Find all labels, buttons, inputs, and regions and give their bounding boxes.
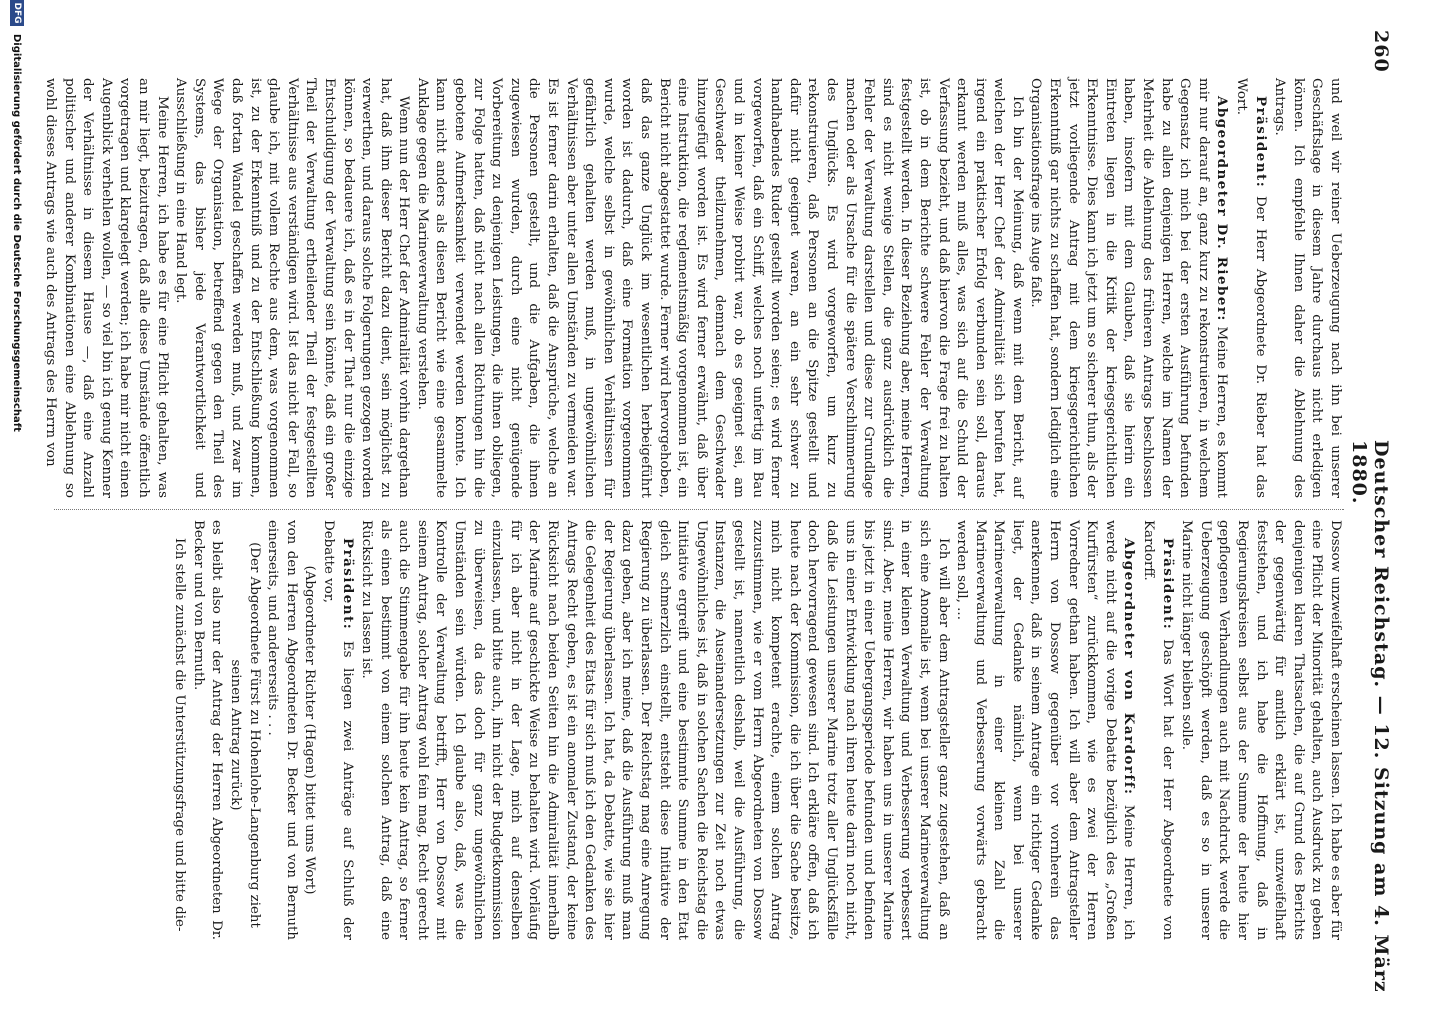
left-column bbox=[43, 78, 1344, 498]
paragraph: Meine Herren, ich habe es für eine Pflicht gehalten, was an mir liegt, beizutragen, daß alle diese Umstände öffentlich vorgetragen und klargelegt werden; ich habe mir nicht einen Augenblick verhehlen wollen, — so viel bin ich genug Kenner der Verhältnisse in diesem Hause —, daß eine Anzahl politischer und anderer Kombinationen eine Ablehnung so wohl dieses Antrags wie auch des Antrags des Herrn von bbox=[43, 78, 170, 498]
speaker-name: Präsident: bbox=[1159, 538, 1176, 631]
paragraph: Wenn nun der Herr Chef der Admiralität vorhin dargethan hat, daß ihm dieser Bericht dazu dient, sein möglichst zu verwerthen, und daraus solche Folgerungen gezogen worden können, so bedauere ich, daß es in der That nur die einzige Entschuldigung der Verwaltung sein könnte, daß ein großer Theil der Verwaltung ertheilender Theil der festgestellten Verhältnisse aus verständigen wird. Ist das nicht der Fall, so glaube ich, mit vollem Rechte aus dem, was vorgenommen ist, zu der Erkenntniß und zu der Entschließung kommen, daß fortan Wandel geschaffen werden muß, und zwar im Wege der Organisation, betreffend gegen den Theil des Systems, das bisher jede Verantwortlichkeit und Ausschließung in eine Hand legt. bbox=[173, 78, 412, 498]
running-head-title: Deutscher Reichstag. — 12. Sitzung am 4. März 1880. bbox=[1348, 440, 1392, 993]
running-header bbox=[1348, 30, 1400, 1030]
speaker-name: Präsident: bbox=[339, 538, 356, 631]
page-number: 260 bbox=[1370, 30, 1392, 73]
paragraph: es bleibt also nur der Antrag der Herren Abgeordneten Dr. Becker und von Bernuth. bbox=[190, 520, 225, 940]
speaker-name: Präsident: bbox=[1252, 96, 1269, 189]
stage-direction: (Abgeordneter Richter (Hagen) bittet ums Wort) bbox=[302, 565, 318, 895]
speech-text: Der Herr Abgeordnete Dr. Rieber hat das Wort. bbox=[1234, 78, 1268, 498]
paragraph: und weil wir reiner Ueberzeugung nach ihn bei unserer Geschäftslage in diesem Jahre durchaus nicht erledigen können. Ich empfehle Ihnen daher die Ablehnung des Antrags. bbox=[1272, 78, 1343, 498]
right-column bbox=[64, 520, 1344, 940]
paragraph: Dossow unzweifelhaft erscheinen lassen. Ich habe es aber für eine Pflicht der Minorität gehalten, auch Ausdruck zu geben denjenigen klaren Thatsachen, die auf Grund des Berichts der gegenwärtig für amtlich erklärt ist, unzweifelhaft feststehen, und ich habe die Hoffnung, daß in Regierungskreisen selbst aus der Summe der heute hier gepflogenen Verhandlungen auch mit Nachdruck werde die Ueberzeugung geschöpft werden, daß es so in unserer Marine nicht länger bleiben solle. bbox=[1179, 520, 1343, 940]
speech-text: Es liegen zwei Anträge auf Schluß der Debatte vor, bbox=[320, 520, 355, 940]
credit-text: Digitalisierung gefördert durch die Deutsche Forschungsgemeinschaft bbox=[11, 34, 22, 432]
stage-direction: (Der Abgeordnete Fürst zu Hohenlohe-Langenburg zieht seinen Antrag zurück) bbox=[227, 542, 262, 928]
speech-text: Meine Herren, es kommt mir nur darauf an, ganz kurz zu rekonstruieren, in welchem Gegensatz ich mich bei der ersten Ausführung befunden habe zu allen denjenigen Herren, welche im Namen der Mehrheit die Ablehnung des früheren Antrags beschlossen haben, insofern mit dem Glauben, daß sie hierin ein Eintreten liegen in die Kritik der kriegsgerichtlichen Erkenntnisse. Dies kann ich jetzt um so sicherer thun, als der jetzt vorliegende Antrag mit dem kriegsgerichtlichen Erkenntniß gar nichts zu schaffen hat, sondern lediglich eine Organisationsfrage ins Auge faßt. bbox=[1028, 78, 1230, 498]
paragraph bbox=[318, 520, 356, 940]
column-divider bbox=[54, 509, 1344, 510]
paragraph: Ich stelle zunächst die Unterstützungsfrage und bitte die- bbox=[172, 538, 188, 932]
paragraph: Ich bin der Meinung, daß wenn mit dem Bericht, auf welchen der Herr Chef der Admiralität sich berufen hat, irgend ein praktischer Erfolg verbunden sein soll, daraus erkannt werden muß alles, was sich auf die Schuld der Verfassung bezieht, und daß hiervon die Frage frei zu halten ist, ob in dem Berichte schwere Fehler der Verwaltung festgestellt werden. In dieser Beziehung aber, meine Herren, sind es nicht wenige Stellen, die ganz ausdrücklich die Fehler der Verwaltung darstellen und diese zur Grundlage machen oder als Ursache für die spätere Verschlimmerung des Unglücks. Es wird vorgeworfen, um kurz zu rekonstruieren, daß Personen an die Spitze gestellt und dafür nicht geeignet waren, an ein sehr schwer zu handhabendes Ruder gestellt worden seien; es wird ferner vorgeworfen, daß ein Schiff, welches noch unfertig im Bau und in keiner Weise probirt war, ob es geeignet sei, am Geschwader theilzunehmen, demnach dem Geschwader hinzugefügt worden ist. Es wird ferner erwähnt, daß über eine Instruktion, die reglementsmäßig vorgenommen ist, ein Bericht nicht abgestattet wurde. Ferner wird hervorgehoben, daß das ganze Unglück im wesentlichen herbeigeführt worden ist dadurch, daß eine Formation vorgenommen wurde, welche selbst in gewöhnlichen Verhältnissen für gefährlich gehalten werden muß, in ungewöhnlichen Verhältnissen aber unter allen Umständen zu vermeiden war. Es ist ferner darin erhalten, daß die Ansprüche, welche an die Personen gestellt, und die Aufgaben, die ihnen zugewiesen wurden, durch eine nicht genügende Vorbereitung zu denjenigen Leistungen, die ihnen obliegen, zur Folge hatten, daß nicht nach allen Richtungen hin die gebotene Aufmerksamkeit verwendet werden konnte. Ich kann nicht anders als diesen Bericht wie eine gesammelte Anklage gegen die Marineverwaltung verstehen. bbox=[414, 78, 1025, 498]
paragraph: Ich will aber dem Antragsteller ganz zugestehen, daß an sich eine Anomalie ist, wenn bei unserer Marineverwaltung in einer kleinen Verwaltung und Verbesserung verbessert sind. Aber, meine Herren, wir haben uns in unserer Marine bis jetzt in einer Uebergangsperiode befunden und befinden uns in einer Entwicklung nach ihren heute darin noch nicht, daß die Leistungen unserer Marine trotz aller Unglücksfälle doch hervorragend gewesen sind. Ich erkläre offen, daß ich heute nach der Kommission, die ich über die Sache besitze, mich nicht kompetent erachte, einem solchen Antrag zuzustimmen, wie er vom Herrn Abgeordneten von Dossow gestellt ist, namentlich deshalb, weil die Ausführung, die Instanzen, die Auseinandersetzungen zur Zeit noch etwas Ungewöhnliches ist, daß in solchen Sachen die Reichstag die Initiative ergreift und eine bestimmte Summe in den Etat gleich schmerzlich einstellt, entsteht diese Initiative der Regierung zu überlassen. Der Reichstag mag eine Anregung dazu geben, aber ich meine, daß die Ausführung muß man der Regierung überlassen. Ich hat, da Debatte, wie sie hier die Gelegenheit des Etats für sich muß ich den Gedanken des Antrags Recht geben, es ist ein anomaler Zustand, der keine Rücksicht nach beiden Seiten hin die Admiralität innerhalb der Marine auf geschickte Weise zu behalten wird. Vorläufig für ich aber nicht in der Lage, mich auf denselben einzulassen, und bitte auch, ihn nicht der Budgetkommission zu überweisen, da das doch für ganz ungewöhnlichen Umständen sein würden. Ich glaube also, daß, was die Kontrolle der Verwaltung betrifft, Herr von Dossow mit seinem Antrag, solcher Antrag wohl fein mag, Recht gerecht auch die Stimmengabe für ihn heute kein Antrag, so ferner als einen bestimmt von einem solchen Antrag, daß eine Rücksicht zu lassen ist. bbox=[359, 520, 951, 940]
paragraph bbox=[1138, 520, 1176, 940]
speech-text: Das Wort hat der Herr Abgeordnete von Kardorff. bbox=[1141, 520, 1175, 940]
speaker-name: Abgeordneter von Kardorff: bbox=[1121, 538, 1138, 796]
dfg-logo: DFG bbox=[10, 0, 24, 26]
paragraph bbox=[952, 520, 1139, 940]
paragraph: von den Herren Abgeordneten Dr. Becker und von Bernuth einerseits, und andererseits . . . bbox=[265, 520, 299, 940]
paragraph bbox=[1026, 78, 1232, 498]
speaker-name: Abgeordneter Dr. Rieber: bbox=[1214, 96, 1231, 322]
speech-text: Meine Herren, ich werde nicht auf die vorige Debatte bezüglich des „Großen Kurfürsten“ zurückkommen, wie es zwei der Herren Vorredner gethan haben. Ich will aber dem Antragsteller Herrn von Dossow gegenüber vor vornherein das anerkennen, daß in seinem Antrage ein richtiger Gedanke liegt, der Gedanke nämlich, wenn bei unserer Marineverwaltung in einer kleinen Zahl die Marineverwaltung und Verbesserung vorwärts gebracht werden soll, ... bbox=[954, 520, 1137, 940]
paragraph bbox=[1231, 78, 1269, 498]
